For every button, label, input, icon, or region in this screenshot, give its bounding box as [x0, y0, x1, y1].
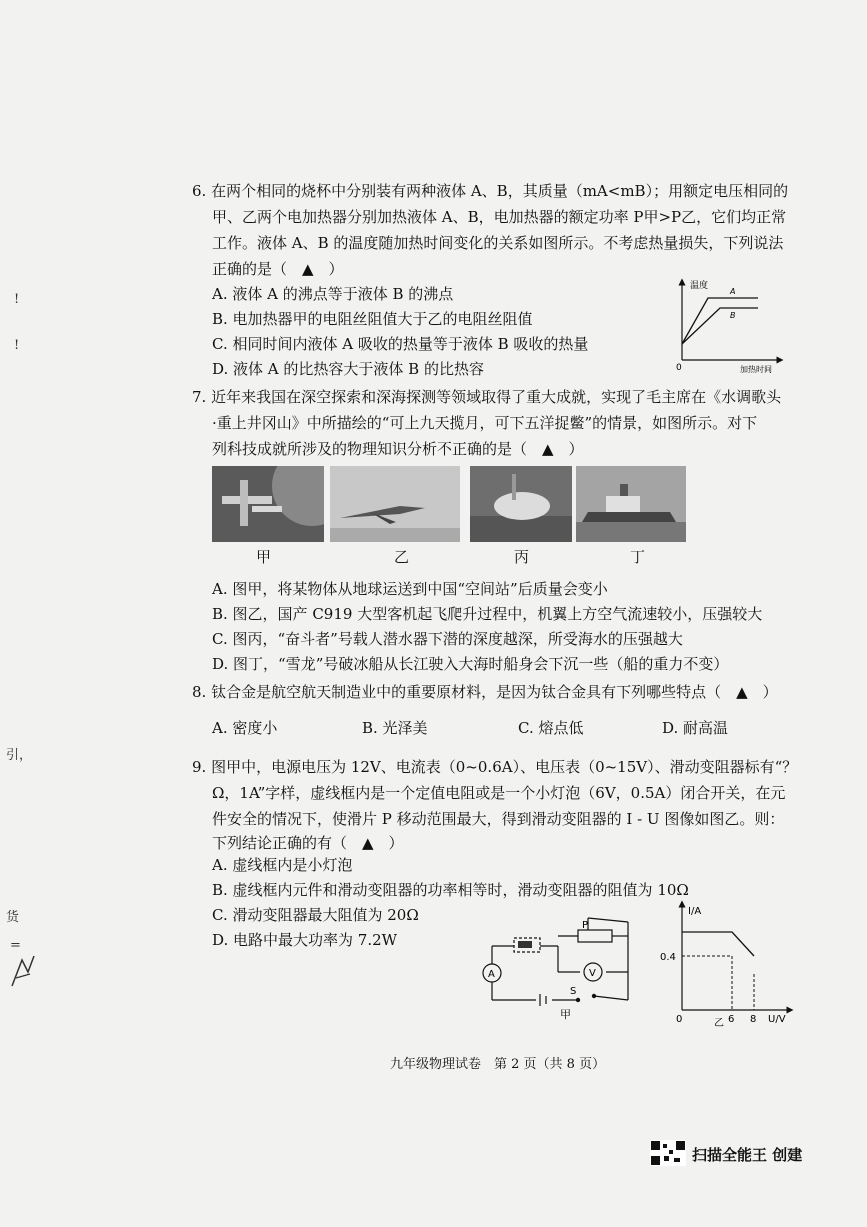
q9-option-b: B. 虚线框内元件和滑动变阻器的功率相等时，滑动变阻器的阻值为 10Ω — [212, 881, 689, 899]
photo-xuelong-icebreaker — [576, 466, 686, 542]
q6-line4: 正确的是（ ▲ ） — [212, 260, 344, 278]
q8-option-a: A. 密度小 — [212, 719, 278, 737]
margin-mark: 引， — [6, 748, 33, 763]
q9-graph-ytick: 0.4 — [660, 952, 676, 963]
camscanner-watermark: 扫描全能王 创建 — [692, 1146, 803, 1164]
switch-label: S — [570, 986, 577, 997]
ammeter-label: A — [488, 969, 495, 980]
q9-circuit-diagram — [478, 900, 654, 1020]
q9-graph-xlabel: U/V — [768, 1014, 786, 1025]
q6-graph-label-b: B — [730, 311, 736, 320]
q6-temperature-graph — [668, 274, 788, 374]
q9-iu-graph — [660, 898, 800, 1028]
q6-graph-label-a: A — [730, 287, 736, 296]
q6-option-a: A. 液体 A 的沸点等于液体 B 的沸点 — [212, 285, 454, 303]
dashed-box-element — [518, 941, 532, 948]
margin-mark: ! — [14, 338, 20, 353]
q9-option-d: D. 电路中最大功率为 7.2W — [212, 931, 398, 949]
caption-bing: 丙 — [514, 548, 530, 566]
q7-option-c: C. 图丙，“奋斗者”号载人潜水器下潜的深度越深，所受海水的压强越大 — [212, 630, 683, 648]
slider-label: P — [582, 920, 589, 931]
caption-jia: 甲 — [256, 548, 272, 566]
q6-line-b — [682, 308, 758, 344]
circuit-caption: 甲 — [560, 1008, 571, 1020]
pen-scribble-icon — [8, 952, 38, 990]
q9-graph-ylabel: I/A — [688, 906, 702, 917]
photo-fendouzhe-submersible — [470, 466, 572, 542]
q9-graph-caption: 乙 — [714, 1018, 724, 1028]
q7-line1: 7. 近年来我国在深空探索和深海探测等领域取得了重大成就，实现了毛主席在《水调歌头 — [192, 388, 782, 406]
q6-line3: 工作。液体 A、B 的温度随加热时间变化的关系如图所示。不考虑热量损失，下列说法 — [212, 234, 784, 252]
q7-line2: ·重上井冈山》中所描绘的“可上九天揽月，可下五洋捉鳖”的情景，如图所示。对下 — [212, 414, 758, 432]
caption-yi: 乙 — [394, 548, 410, 566]
q6-option-d: D. 液体 A 的比热容大于液体 B 的比热容 — [212, 360, 484, 378]
q9-option-c: C. 滑动变阻器最大阻值为 20Ω — [212, 906, 419, 924]
photo-space-station — [212, 466, 324, 542]
q6-line1: 6. 在两个相同的烧杯中分别装有两种液体 A、B，其质量（mA<mB）；用额定电压相同的 — [192, 182, 789, 200]
q6-graph-origin: 0 — [676, 363, 682, 373]
q6-option-c: C. 相同时间内液体 A 吸收的热量等于液体 B 吸收的热量 — [212, 335, 589, 353]
q6-line2: 甲、乙两个电加热器分别加热液体 A、B，电加热器的额定功率 P甲>P乙，它们均正常 — [212, 208, 787, 226]
q8-option-b: B. 光泽美 — [362, 719, 428, 737]
q9-line3: 件安全的情况下，使滑片 P 移动范围最大，得到滑动变阻器的 I - U 图像如图乙。则： — [212, 810, 785, 828]
q9-line2: Ω，1A”字样，虚线框内是一个定值电阻或是一个小灯泡（6V，0.5A）闭合开关，在元 — [212, 784, 786, 802]
photo-c919-airplane — [330, 466, 460, 542]
q9-line1: 9. 图甲中，电源电压为 12V、电流表（0~0.6A）、电压表（0~15V）、滑动变阻器标有“？ — [192, 758, 798, 776]
q6-option-b: B. 电加热器甲的电阻丝阻值大于乙的电阻丝阻值 — [212, 310, 533, 328]
caption-ding: 丁 — [630, 548, 646, 566]
page-footer: 九年级物理试卷 第 2 页（共 8 页） — [390, 1057, 606, 1072]
q9-graph-origin: 0 — [676, 1014, 683, 1025]
q8-option-c: C. 熔点低 — [518, 719, 584, 737]
q8-line1: 8. 钛合金是航空航天制造业中的重要原材料，是因为钛合金具有下列哪些特点（ ▲ ） — [192, 683, 778, 701]
margin-mark: 货 — [6, 910, 20, 925]
q9-iu-line — [682, 932, 754, 956]
q6-graph-xlabel: 加热时间 — [740, 365, 772, 374]
q9-graph-xtick-6: 6 — [728, 1014, 735, 1025]
qr-code-icon — [650, 1140, 686, 1166]
q9-line4: 下列结论正确的有（ ▲ ） — [212, 834, 404, 852]
q9-graph-xtick-8: 8 — [750, 1014, 757, 1025]
q7-line3: 列科技成就所涉及的物理知识分析不正确的是（ ▲ ） — [212, 440, 584, 458]
q6-graph-ylabel: 温度 — [690, 281, 709, 291]
margin-mark: = — [10, 938, 21, 953]
q7-option-b: B. 图乙，国产 C919 大型客机起飞爬升过程中，机翼上方空气流速较小，压强较大 — [212, 605, 763, 623]
q9-option-a: A. 虚线框内是小灯泡 — [212, 856, 353, 874]
margin-mark: ! — [14, 292, 20, 307]
q6-line-a — [682, 298, 758, 344]
q7-option-a: A. 图甲，将某物体从地球运送到中国“空间站”后质量会变小 — [212, 580, 608, 598]
voltmeter-label: V — [589, 968, 596, 979]
q7-option-d: D. 图丁，“雪龙”号破冰船从长江驶入大海时船身会下沉一些（船的重力不变） — [212, 655, 729, 673]
q8-option-d: D. 耐高温 — [662, 719, 729, 737]
